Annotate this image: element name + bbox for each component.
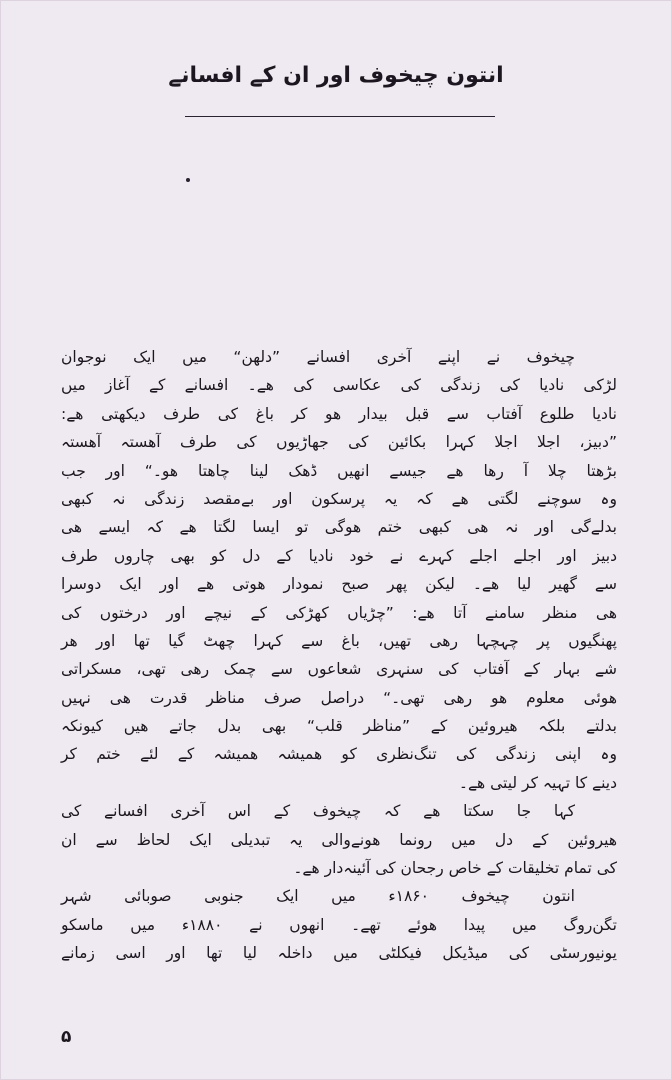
chapter-title: انتون چیخوف اور ان کے افسانے	[168, 63, 504, 88]
text-line: پھنگیوں پر چہچہا رھی تھیں، باغ سے کہرا چھٹ گیا تھا اور ھر	[61, 631, 617, 650]
text-line: سے گھیر لیا ھے۔ لیکن پھر صبح نمودار ھوتی ھے اور ایک دوسرا	[61, 575, 617, 594]
text-line: بدلتے بلکہ ھیروئین کے ”مناظر قلب“ بھی بدل جاتے ھیں کیونکہ	[61, 717, 617, 736]
text-line: تگن‌روگ میں پیدا ھوئے تھے۔ انھوں نے ۱۸۸۰ء میں ماسکو	[61, 915, 617, 934]
ink-dot	[186, 178, 190, 182]
text-line: بدلےگی اور نہ ھی کبھی ختم ھوگی تو ایسا لگتا ھے کہ ایسے ھی	[61, 518, 617, 537]
text-line: بڑھتا چلا آ رھا ھے جیسے انھیں ڈھک لینا چاھتا ھو۔“ اور جب	[61, 461, 617, 480]
body-text	[61, 343, 617, 968]
text-line: لڑکی نادیا کی زندگی کی عکاسی کی ھے۔ افسانے کے آغاز میں	[61, 376, 617, 395]
text-line: ”دبیز، اجلا اجلا کہرا بکائین کی جھاڑیوں کی طرف آھستہ آھستہ	[61, 433, 617, 452]
text-line: ھیروئین کے دل میں رونما ھونےوالی یہ تبدیلی ایک لحاظ سے ان	[61, 830, 617, 849]
text-line: وہ سوچنے لگتی ھے کہ یہ پرسکون اور بےمقصد زندگی نہ کبھی	[61, 489, 617, 508]
text-line: ھوئی معلوم ھو رھی تھی۔“ دراصل صرف مناظر قدرت ھی نہیں	[61, 688, 617, 707]
title-underline	[185, 116, 495, 117]
text-line: کہا جا سکتا ھے کہ چیخوف کے اس آخری افسانے کی	[61, 802, 575, 821]
text-line: شے بہار کے آفتاب کی سنہری شعاعوں سے چمک رھی تھی، مسکراتی	[61, 660, 617, 679]
page-number: ۵	[61, 1027, 72, 1047]
text-line: دبیز اور اجلے اجلے کہرے نے خود نادیا کے دل کو بھی چاروں طرف	[61, 546, 617, 565]
text-line: چیخوف نے اپنے آخری افسانے ”دلھن“ میں ایک نوجوان	[61, 348, 575, 366]
text-line: یونیورسٹی کی میڈیکل فیکلٹی میں داخلہ لیا تھا اور اسی زمانے	[61, 944, 617, 963]
text-line: کی تمام تخلیقات کے خاص رجحان کی آئینہ‌دار ھے۔	[293, 859, 617, 878]
text-line: وہ اپنی زندگی کی تنگ‌نظری کو ھمیشہ ھمیشہ کے لئے ختم کر	[61, 745, 617, 764]
text-line: ھی منظر سامنے آتا ھے: ”چڑیاں کھڑکی کے نیچے اور درختوں کی	[61, 603, 617, 622]
text-line: نادیا طلوع آفتاب سے قبل بیدار ھو کر باغ کی طرف دیکھتی ھے:	[61, 404, 617, 423]
text-line: انتون چیخوف ۱۸۶۰ء میں ایک جنوبی صوبائی شہر	[61, 887, 575, 906]
text-line: دینے کا تہیہ کر لیتی ھے۔	[458, 773, 617, 792]
